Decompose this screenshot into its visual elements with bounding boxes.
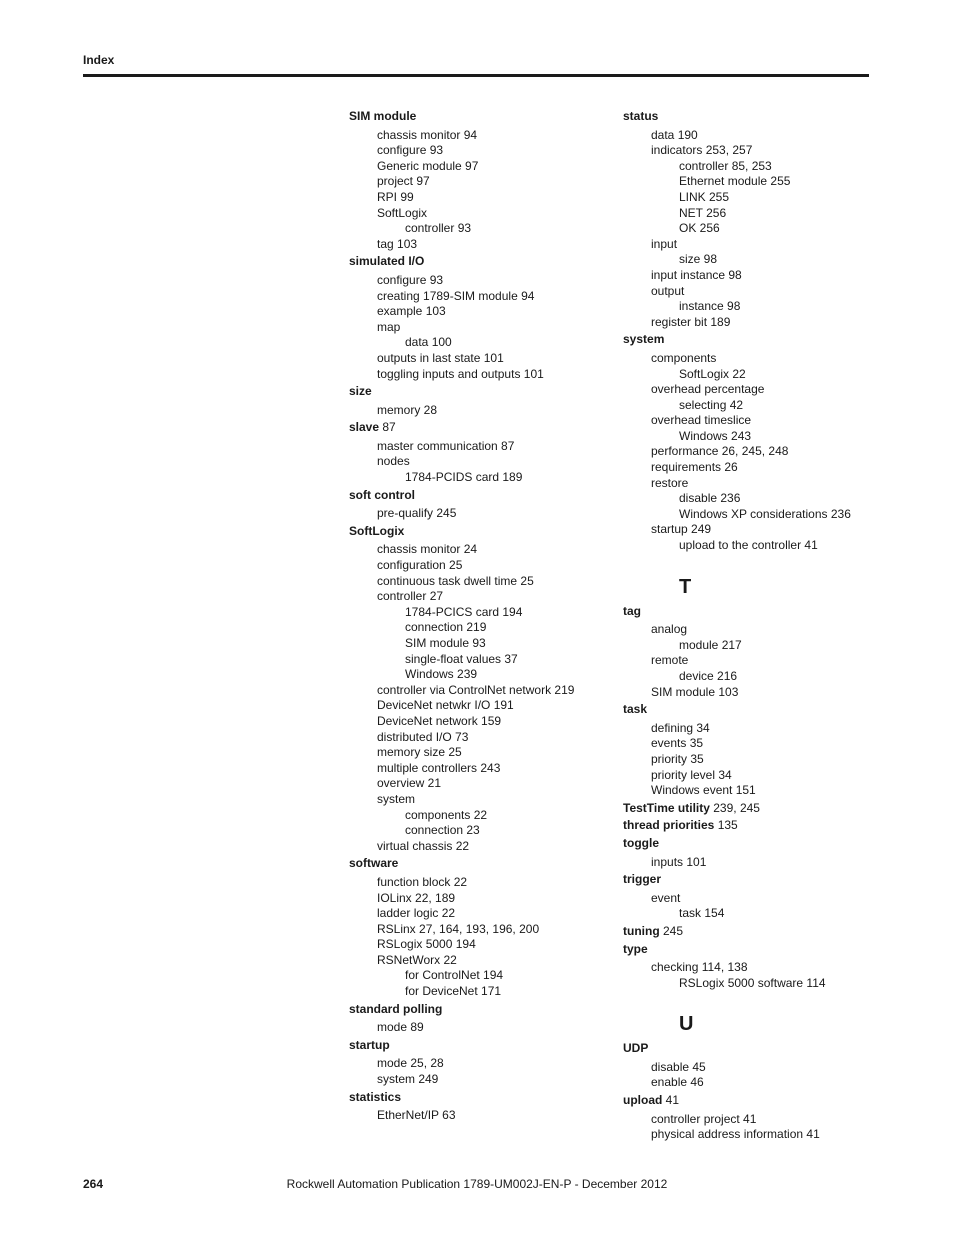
index-main-entry: [349, 1038, 619, 1054]
index-page-refs: 87: [382, 420, 396, 435]
index-column-right: [623, 109, 893, 1143]
index-subentry: disable 45: [651, 1059, 706, 1074]
index-subentry: virtual chassis 22: [377, 838, 470, 853]
index-sub-subentry: Windows XP considerations 236: [679, 506, 851, 521]
index-subentry: controller project 41: [651, 1111, 757, 1126]
index-subentry: priority level 34: [651, 767, 732, 782]
index-term: TestTime utility: [623, 800, 710, 815]
index-term: type: [623, 941, 648, 956]
index-main-entry: [349, 384, 619, 400]
index-subentry: example 103: [377, 304, 446, 319]
index-subentry: requirements 26: [651, 460, 738, 475]
index-term: slave: [349, 420, 380, 435]
index-subentry: configure 93: [377, 143, 444, 158]
index-main-entry: [623, 1093, 893, 1109]
index-main-entry: [349, 488, 619, 504]
index-main-entry: [623, 924, 893, 940]
index-term: SIM module: [349, 109, 417, 123]
index-subentry: creating 1789-SIM module 94: [377, 288, 535, 303]
index-letter-heading: T: [679, 575, 692, 598]
page-number: 264: [83, 1177, 104, 1191]
index-subentry: enable 46: [651, 1075, 704, 1090]
index-sub-subentry: Windows 239: [405, 667, 478, 682]
index-sub-subentry: OK 256: [679, 221, 720, 236]
index-sub-subentry: LINK 255: [679, 189, 730, 204]
index-subentry: restore: [651, 475, 689, 490]
index-subentry: IOLinx 22, 189: [377, 890, 456, 905]
index-subentry: function block 22: [377, 874, 468, 889]
index-term: status: [623, 109, 659, 123]
index-subentry: checking 114, 138: [651, 960, 748, 975]
index-sub-subentry: instance 98: [679, 299, 741, 314]
index-subentry: toggling inputs and outputs 101: [377, 366, 544, 381]
index-page-refs: 41: [665, 1093, 680, 1108]
index-subentry: master communication 87: [377, 438, 515, 453]
index-sub-subentry: selecting 42: [679, 397, 744, 412]
index-main-entry: [623, 818, 893, 834]
index-subentry: SIM module 103: [651, 684, 739, 699]
index-term: UDP: [623, 1041, 649, 1056]
index-subentry: controller 27: [377, 589, 444, 604]
index-subentry: EtherNet/IP 63: [377, 1108, 456, 1123]
index-subentry: outputs in last state 101: [377, 350, 504, 365]
index-main-entry: [623, 836, 893, 852]
index-subentry: physical address information 41: [651, 1127, 820, 1142]
index-term: software: [349, 856, 399, 871]
index-main-entry: [623, 872, 893, 888]
index-main-entry: [623, 1041, 893, 1057]
index-sub-subentry: for DeviceNet 171: [405, 984, 502, 999]
index-subentry: indicators 253, 257: [651, 143, 753, 158]
index-sub-subentry: module 217: [679, 637, 742, 652]
index-subentry: system 249: [377, 1072, 439, 1087]
index-main-entry: [349, 1002, 619, 1018]
index-main-entry: [623, 109, 893, 125]
index-sub-subentry: RSLogix 5000 software 114: [679, 975, 826, 990]
index-page-refs: 245: [663, 923, 684, 938]
index-subentry: controller via ControlNet network 219: [377, 682, 575, 697]
index-subentry: SoftLogix: [377, 205, 428, 220]
index-sub-subentry: Windows 243: [679, 428, 752, 443]
index-sub-subentry: SoftLogix 22: [679, 366, 746, 381]
index-term: system: [623, 332, 665, 347]
index-main-entry: [349, 524, 619, 540]
index-subentry: startup 249: [651, 522, 712, 537]
index-term: soft control: [349, 487, 415, 502]
index-column-left: [349, 109, 619, 1124]
index-sub-subentry: NET 256: [679, 205, 727, 220]
index-subentry: Generic module 97: [377, 158, 479, 173]
index-term: task: [623, 702, 648, 717]
index-subentry: RSLinx 27, 164, 193, 196, 200: [377, 921, 540, 936]
index-sub-subentry: single-float values 37: [405, 651, 518, 666]
index-subentry: distributed I/O 73: [377, 729, 469, 744]
index-subentry: system: [377, 791, 416, 806]
index-main-entry: [349, 420, 619, 436]
index-subentry: RSNetWorx 22: [377, 952, 457, 967]
index-subentry: project 97: [377, 174, 430, 189]
index-sub-subentry: task 154: [679, 906, 725, 921]
index-main-entry: [349, 1090, 619, 1106]
index-term: trigger: [623, 872, 662, 887]
index-subentry: defining 34: [651, 720, 710, 735]
index-sub-subentry: upload to the controller 41: [679, 538, 818, 553]
index-sub-subentry: 1784-PCICS card 194: [405, 604, 523, 619]
index-subentry: RSLogix 5000 194: [377, 937, 476, 952]
index-term: SoftLogix: [349, 523, 405, 538]
index-main-entry: [349, 109, 619, 125]
index-term: simulated I/O: [349, 254, 425, 269]
index-letter-heading: U: [679, 1013, 694, 1036]
index-subentry: event: [651, 890, 681, 905]
index-page-refs: 239, 245: [713, 800, 760, 815]
index-subentry: remote: [651, 653, 689, 668]
index-sub-subentry: 1784-PCIDS card 189: [405, 470, 523, 485]
index-subentry: configuration 25: [377, 558, 463, 573]
index-main-entry: [623, 604, 893, 620]
index-sub-subentry: size 98: [679, 252, 718, 267]
index-term: size: [349, 384, 372, 399]
index-subentry: map: [377, 319, 401, 334]
index-subentry: chassis monitor 94: [377, 127, 478, 142]
index-term: tag: [623, 603, 641, 618]
index-main-entry: [349, 856, 619, 872]
index-subentry: configure 93: [377, 272, 444, 287]
index-term: statistics: [349, 1089, 402, 1104]
index-main-entry: [623, 332, 893, 348]
index-subentry: register bit 189: [651, 314, 731, 329]
index-subentry: nodes: [377, 454, 410, 469]
index-term: toggle: [623, 835, 659, 850]
index-term: startup: [349, 1037, 390, 1052]
index-sub-subentry: controller 93: [405, 221, 472, 236]
index-subentry: components: [651, 350, 717, 365]
index-sub-subentry: Ethernet module 255: [679, 174, 791, 189]
index-main-entry: [349, 254, 619, 270]
index-sub-subentry: for ControlNet 194: [405, 968, 504, 983]
index-subentry: Windows event 151: [651, 783, 756, 798]
index-subentry: events 35: [651, 736, 704, 751]
index-sub-subentry: controller 85, 253: [679, 158, 772, 173]
index-term: standard polling: [349, 1001, 443, 1016]
index-main-entry: [623, 801, 893, 817]
index-subentry: priority 35: [651, 751, 704, 766]
index-sub-subentry: components 22: [405, 807, 488, 822]
index-subentry: mode 25, 28: [377, 1056, 444, 1071]
index-subentry: ladder logic 22: [377, 906, 456, 921]
index-subentry: DeviceNet network 159: [377, 713, 502, 728]
index-sub-subentry: connection 219: [405, 620, 487, 635]
index-subentry: multiple controllers 243: [377, 760, 501, 775]
index-subentry: DeviceNet netwkr I/O 191: [377, 698, 514, 713]
index-sub-subentry: connection 23: [405, 823, 480, 838]
index-subentry: memory 28: [377, 402, 438, 417]
publication-line: Rockwell Automation Publication 1789-UM002J-EN-P - December 2012: [286, 1177, 668, 1191]
index-main-entry: [623, 942, 893, 958]
index-term: upload: [623, 1093, 663, 1108]
index-subentry: inputs 101: [651, 854, 707, 869]
index-subentry: chassis monitor 24: [377, 542, 478, 557]
index-subentry: overhead timeslice: [651, 413, 752, 428]
running-header: Index: [83, 53, 115, 67]
index-subentry: overhead percentage: [651, 382, 765, 397]
index-subentry: input instance 98: [651, 267, 742, 282]
index-subentry: data 190: [651, 127, 698, 142]
index-subentry: memory size 25: [377, 745, 462, 760]
index-subentry: mode 89: [377, 1020, 424, 1035]
index-subentry: output: [651, 283, 685, 298]
index-sub-subentry: data 100: [405, 335, 452, 350]
index-subentry: pre-qualify 245: [377, 506, 457, 521]
index-page-refs: 135: [717, 818, 738, 833]
index-sub-subentry: disable 236: [679, 491, 741, 506]
index-subentry: overview 21: [377, 776, 442, 791]
index-subentry: RPI 99: [377, 189, 414, 204]
index-subentry: continuous task dwell time 25: [377, 573, 534, 588]
index-subentry: tag 103: [377, 236, 418, 251]
index-subentry: input: [651, 236, 678, 251]
index-sub-subentry: SIM module 93: [405, 636, 486, 650]
header-rule: [83, 74, 869, 77]
index-subentry: analog: [651, 622, 688, 637]
index-term: tuning: [623, 923, 660, 938]
index-subentry: performance 26, 245, 248: [651, 444, 789, 459]
index-sub-subentry: device 216: [679, 669, 738, 683]
index-term: thread priorities: [623, 818, 715, 833]
index-main-entry: [623, 702, 893, 718]
